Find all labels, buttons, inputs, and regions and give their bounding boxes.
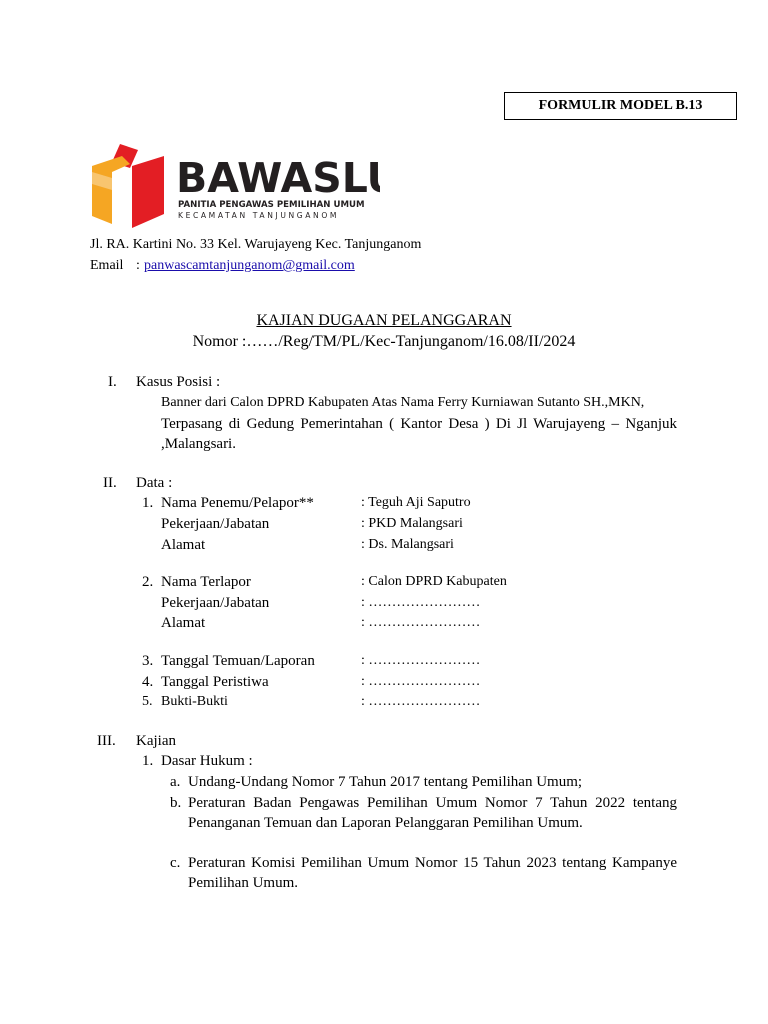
data-row-value: : PKD Malangsari [361, 516, 463, 531]
logo-subtitle2: KECAMATAN TANJUNGANOM [178, 211, 340, 220]
logo-subtitle1: PANITIA PENGAWAS PEMILIHAN UMUM [178, 200, 365, 210]
email-link[interactable]: panwascamtanjunganom@gmail.com [144, 258, 355, 273]
section1-line1: Banner dari Calon DPRD Kabupaten Atas Nama Ferry Kurniawan Sutanto SH.,MKN, [161, 395, 645, 410]
data-row-value: : …………………… [361, 674, 481, 689]
legal-basis-letter: c. [170, 855, 181, 871]
address-line: Jl. RA. Kartini No. 33 Kel. Warujayeng Kec. Tanjunganom [90, 237, 422, 252]
document-title: KAJIAN DUGAAN PELANGGARAN [256, 312, 512, 329]
data-row-label: Nama Penemu/Pelapor** [161, 495, 314, 511]
bawaslu-logo [90, 144, 380, 230]
legal-basis-letter: b. [170, 795, 182, 811]
data-row-label: Alamat [161, 615, 206, 631]
section2-number: II. [103, 475, 117, 491]
data-row-value: : Calon DPRD Kabupaten [361, 574, 507, 589]
data-row-number: 1. [142, 495, 154, 511]
section3-number: III. [97, 733, 116, 749]
data-row-label: Bukti-Bukti [161, 694, 228, 709]
section3-heading: Kajian [136, 733, 176, 749]
logo-name: BAWASLU [176, 154, 380, 202]
legal-basis-text: Undang-Undang Nomor 7 Tahun 2017 tentang Pemilihan Umum; [188, 774, 583, 790]
data-row-label: Tanggal Temuan/Laporan [161, 653, 315, 669]
section1-heading: Kasus Posisi : [136, 374, 221, 390]
section3-sub-heading: Dasar Hukum : [161, 753, 253, 769]
legal-basis-text: Peraturan Komisi Pemilihan Umum Nomor 15 Tahun 2023 tentang Kampanye Pemilihan Umum. [188, 855, 677, 891]
data-row-label: Pekerjaan/Jabatan [161, 595, 270, 611]
logo-emblem-icon [90, 144, 380, 230]
document-number: Nomor :……/Reg/TM/PL/Kec-Tanjunganom/16.08/II/2024 [192, 333, 576, 350]
legal-basis-letter: a. [170, 774, 181, 790]
data-row-value: : …………………… [361, 694, 481, 709]
data-row-label: Pekerjaan/Jabatan [161, 516, 270, 532]
data-row-value: : Teguh Aji Saputro [361, 495, 471, 510]
data-row-value: : …………………… [361, 615, 481, 630]
data-row-label: Nama Terlapor [161, 574, 251, 590]
form-model-box: FORMULIR MODEL B.13 [504, 92, 737, 120]
data-row-number: 4. [142, 674, 154, 690]
data-row-label: Tanggal Peristiwa [161, 674, 269, 690]
section3-sub-number: 1. [142, 753, 154, 769]
email-separator: : [136, 258, 140, 273]
data-row-label: Alamat [161, 537, 206, 553]
data-row-number: 3. [142, 653, 154, 669]
data-row-value: : …………………… [361, 653, 481, 668]
legal-basis-text: Peraturan Badan Pengawas Pemilihan Umum Nomor 7 Tahun 2022 tentang Penanganan Temuan dan Laporan Pelanggaran Pemilihan Umum. [188, 795, 677, 831]
section1-number: I. [108, 374, 117, 390]
data-row-number: 2. [142, 574, 154, 590]
section1-paragraph: Terpasang di Gedung Pemerintahan ( Kantor Desa ) Di Jl Warujayeng – Nganjuk ,Malangsari. [161, 416, 677, 452]
data-row-value: : …………………… [361, 595, 481, 610]
data-row-value: : Ds. Malangsari [361, 537, 454, 552]
section2-heading: Data : [136, 475, 173, 491]
email-label: Email [90, 258, 124, 273]
data-row-number: 5. [142, 694, 153, 709]
